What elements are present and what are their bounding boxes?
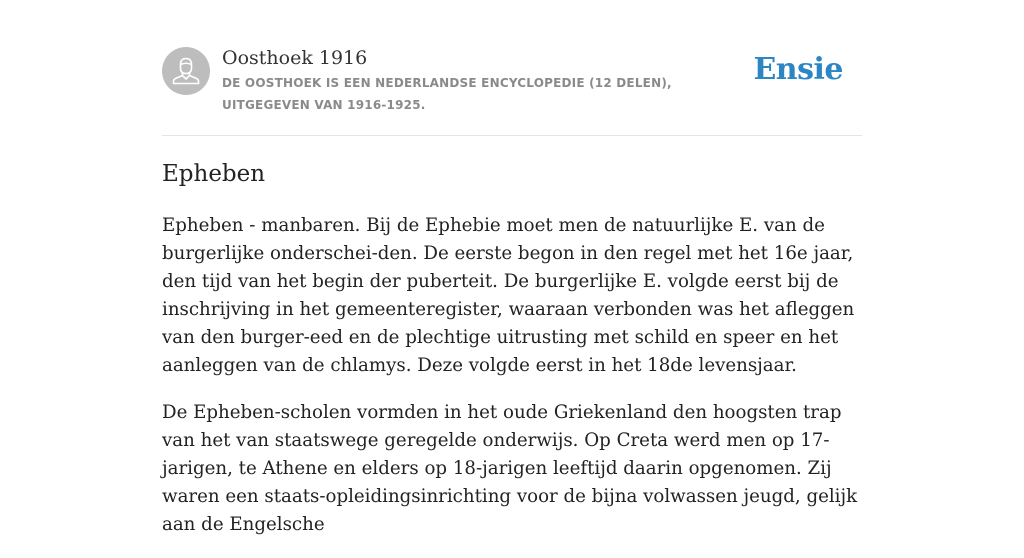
article-body: [162, 212, 864, 558]
source-description: DE OOSTHOEK IS EEN NEDERLANDSE ENCYCLOPEDIE (12 DELEN), UITGEGEVEN VAN 1916-1925.: [222, 76, 672, 112]
avatar[interactable]: [162, 47, 210, 95]
header-divider: [162, 135, 862, 136]
user-silhouette-icon: [162, 47, 210, 95]
brand-logo-link[interactable]: Ensie: [753, 52, 843, 87]
article-title: Epheben: [162, 161, 266, 187]
article-paragraph: Epheben - manbaren. Bij de Ephebie moet men de natuurlijke E. van de burgerlijke onderschei-den. De eerste begon in den regel met het 16e jaar, den tijd van het begin der puberteit. De burgerlijke E. volgde eerst bij de inschrijving in het gemeenteregister, waaraan verbonden was het afleggen van den burger-eed en de plechtige uitrusting met schild en speer en het aanleggen van de chlamys. Deze volgde eerst in het 18de levensjaar.: [162, 215, 855, 376]
source-title[interactable]: Oosthoek 1916: [222, 47, 368, 69]
article-paragraph: De Epheben-scholen vormden in het oude Griekenland den hoogsten trap van het van staatswege geregelde onderwijs. Op Creta werd men op 17-jarigen, te Athene en elders op 18-jarigen leeftijd daarin opgenomen. Zij waren een staats-opleidingsinrichting voor de bijna volwassen jeugd, gelijk aan de Engelsche: [162, 402, 858, 535]
source-header: [162, 46, 862, 136]
